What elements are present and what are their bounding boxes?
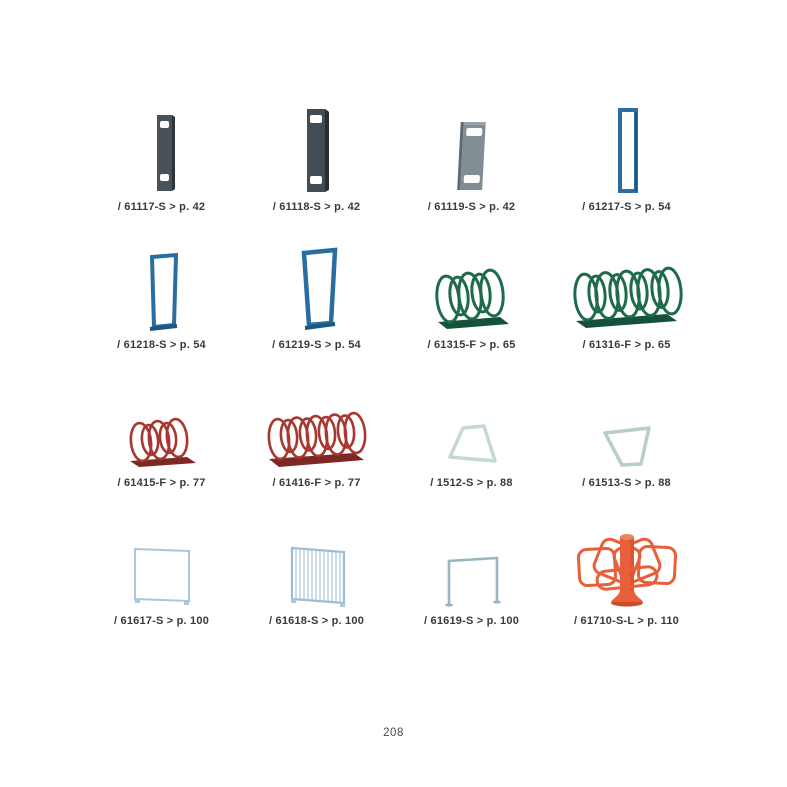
product-caption[interactable]: / 61415-F > p. 77 (117, 477, 206, 489)
product-image-61217-s (606, 105, 648, 195)
product-caption[interactable]: / 61118-S > p. 42 (272, 201, 361, 213)
product-cell (84, 78, 239, 216)
product-cell (394, 354, 549, 492)
product-cell (394, 216, 549, 354)
product-grid (84, 78, 704, 630)
product-caption[interactable]: / 61219-S > p. 54 (272, 339, 361, 351)
product-caption[interactable]: / 61119-S > p. 42 (427, 201, 516, 213)
product-caption[interactable]: / 61315-F > p. 65 (427, 339, 516, 351)
product-image-61617-s (126, 545, 198, 609)
product-caption[interactable]: / 61416-F > p. 77 (272, 477, 361, 489)
product-image-61117-s (137, 111, 187, 195)
product-cell (394, 492, 549, 630)
product-cell (84, 216, 239, 354)
product-image-61619-s (437, 549, 507, 609)
product-cell (549, 216, 704, 354)
product-cell (239, 354, 394, 492)
product-image-61618-s (281, 543, 353, 609)
product-cell (84, 354, 239, 492)
product-cell (239, 78, 394, 216)
product-image-61118-s (291, 105, 343, 195)
product-image-61710-s-l (575, 529, 679, 609)
product-cell (84, 492, 239, 630)
product-image-61218-s (135, 249, 189, 333)
product-image-61415-f (120, 415, 204, 471)
product-image-cell (394, 78, 549, 216)
product-cell (549, 354, 704, 492)
product-cell (239, 492, 394, 630)
product-caption[interactable]: / 61618-S > p. 100 (268, 615, 365, 627)
product-image-61119-s (444, 117, 500, 195)
product-image-61416-f (261, 409, 373, 471)
product-image-61316-f (566, 261, 688, 333)
product-cell (239, 216, 394, 354)
product-image-61219-s (285, 245, 349, 333)
product-image-61315-f (426, 265, 518, 333)
product-caption[interactable]: / 61617-S > p. 100 (113, 615, 210, 627)
product-caption[interactable]: / 1512-S > p. 88 (430, 477, 513, 489)
product-caption[interactable]: / 61217-S > p. 54 (582, 201, 671, 213)
product-image-61513-s (596, 423, 658, 471)
product-caption[interactable]: / 61218-S > p. 54 (117, 339, 206, 351)
product-caption[interactable]: / 61117-S > p. 42 (117, 201, 206, 213)
product-caption[interactable]: / 61513-S > p. 88 (582, 477, 671, 489)
product-caption[interactable]: / 61710-S-L > p. 110 (574, 615, 679, 627)
page-number: 208 (383, 727, 404, 739)
product-cell (549, 78, 704, 216)
product-cell (549, 492, 704, 630)
product-caption[interactable]: / 61316-F > p. 65 (582, 339, 671, 351)
product-image-1512-s (441, 421, 503, 471)
product-caption[interactable]: / 61619-S > p. 100 (423, 615, 520, 627)
